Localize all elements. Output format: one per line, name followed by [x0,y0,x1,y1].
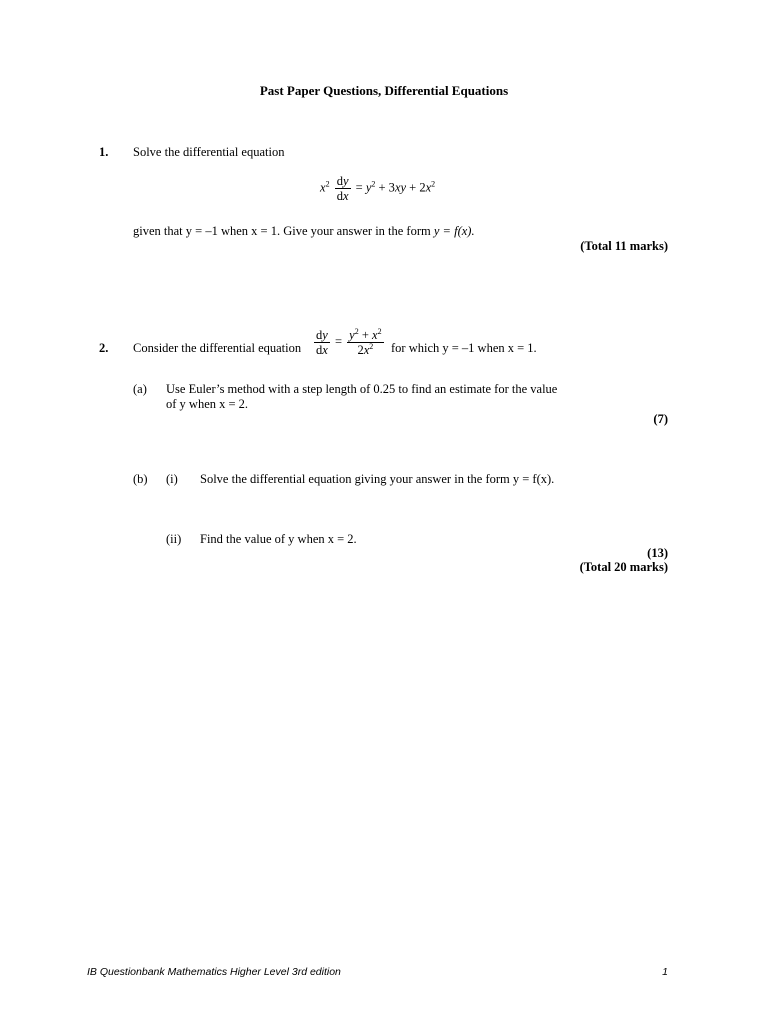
part-b-ii-label: (ii) [166,532,182,546]
part-a-line-1: Use Euler’s method with a step length of 0.25 to find an estimate for the value [166,382,558,396]
part-b-label: (b) [133,472,148,486]
question-2-condition: for which y = –1 when x = 1. [391,341,537,355]
page-title: Past Paper Questions, Differential Equations [259,83,509,98]
question-1-total-marks: (Total 11 marks) [580,239,668,253]
question-1-equation: $x^2$ $\frac{dy}{dx}$ = $y^2 + 3xy + 2x^2$ [320,174,436,203]
part-a-line-2: of y when x = 2. [166,397,249,411]
part-b-marks: (13) [647,546,668,560]
question-1-number: 1. [99,145,109,159]
question-2-intro: Consider the differential equation [133,341,302,355]
part-a-marks: (7) [653,412,668,426]
question-2-equation: $\frac{dy}{dx}$ = $\frac{y^2 + x^2}{2x^2}$ [316,327,382,357]
question-2-total-marks: (Total 20 marks) [579,560,668,574]
part-b-i-text: Solve the differential equation giving your answer in the form y = f(x). [200,472,555,486]
question-2-number: 2. [99,341,109,355]
question-1-intro: Solve the differential equation [133,145,285,159]
part-a-label: (a) [133,382,147,396]
footer-source: IB Questionbank Mathematics Higher Level 3rd edition [87,966,341,978]
rhs-fraction: $\frac{y^2 + x^2}{2x^2}$ [349,327,382,357]
dy-dx-fraction: $\frac{dy}{dx}$ [336,174,349,203]
part-b-i-label: (i) [166,472,178,486]
page-number: 1 [662,966,668,978]
part-b-ii-text: Find the value of y when x = 2. [200,532,357,546]
question-1-condition: given that y = –1 when x = 1. Give your answer in the form y = f(x). [133,224,475,238]
dy-dx-fraction: $\frac{dy}{dx}$ [316,328,328,357]
